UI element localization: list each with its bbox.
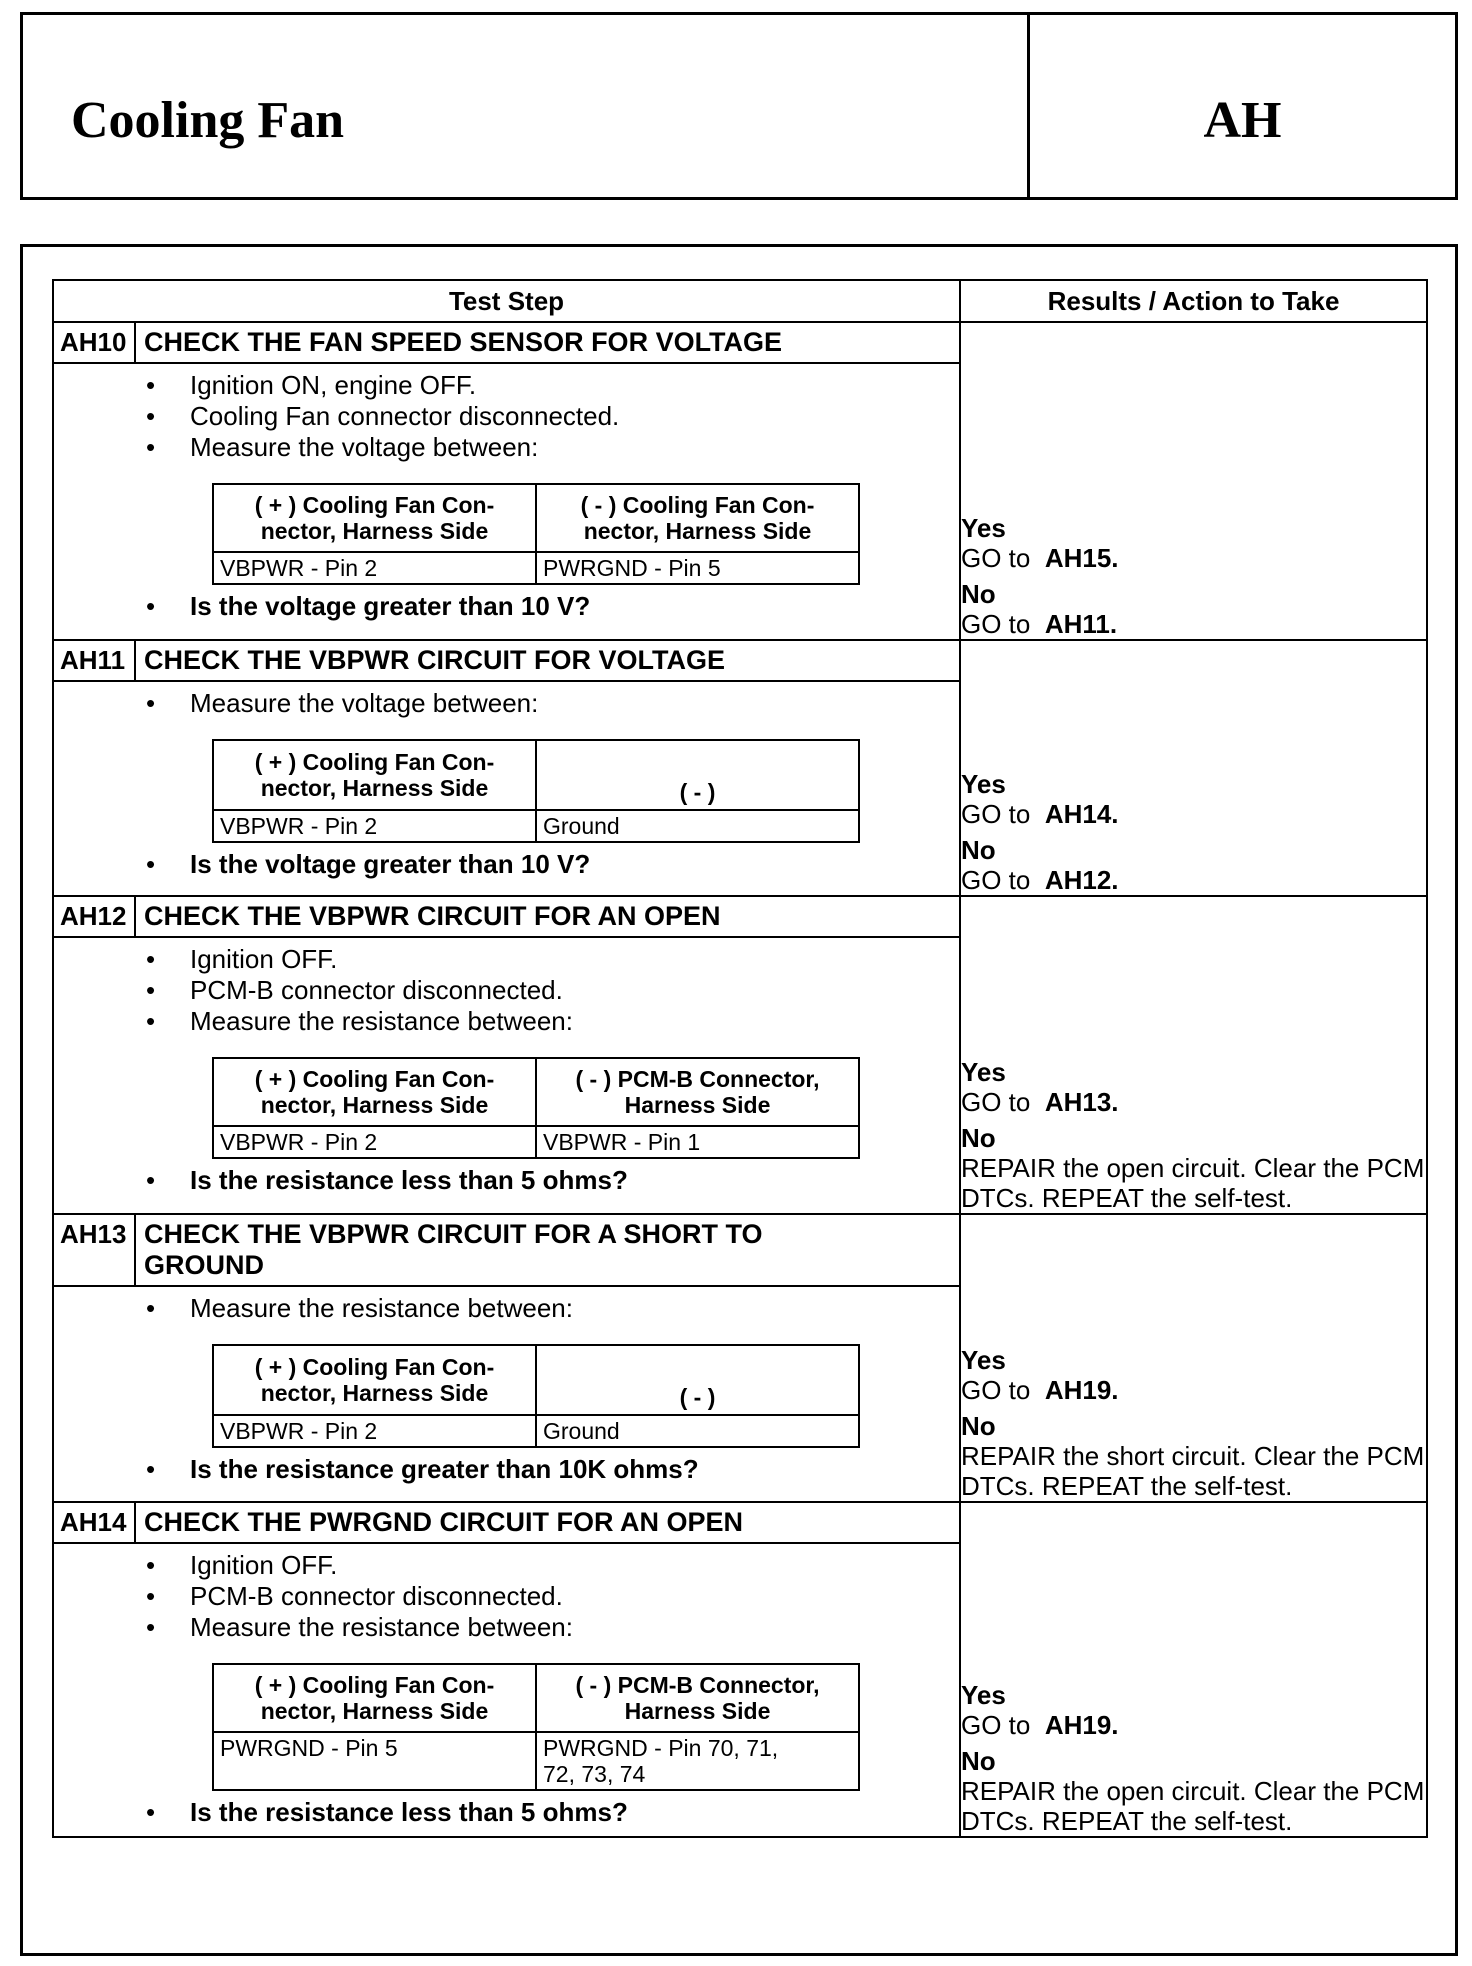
test-step-cell bbox=[53, 640, 960, 896]
no-label: No bbox=[961, 1411, 996, 1441]
positive-lead-header: ( + ) Cooling Fan Con- nector, Harness Side bbox=[213, 740, 536, 810]
list-item: • PCM-B connector disconnected. bbox=[146, 975, 959, 1006]
column-header-test-step: Test Step bbox=[53, 280, 960, 322]
step-code: AH11 bbox=[54, 641, 136, 680]
negative-lead-header: ( - ) Cooling Fan Con- nector, Harness Side bbox=[536, 484, 859, 552]
positive-lead-header: ( + ) Cooling Fan Con- nector, Harness Side bbox=[213, 1345, 536, 1415]
negative-lead-header: ( - ) PCM-B Connector, Harness Side bbox=[536, 1664, 859, 1732]
results-cell bbox=[960, 1502, 1427, 1837]
column-header-results: Results / Action to Take bbox=[960, 280, 1427, 322]
positive-lead-value: VBPWR - Pin 2 bbox=[213, 810, 536, 842]
step-question: • Is the voltage greater than 10 V? bbox=[146, 591, 959, 622]
no-action: GO to AH12. bbox=[961, 865, 1119, 895]
step-title: CHECK THE VBPWR CIRCUIT FOR VOLTAGE bbox=[144, 645, 725, 675]
goto-step-link[interactable]: AH14. bbox=[1044, 799, 1119, 829]
goto-step-link[interactable]: AH11. bbox=[1044, 609, 1118, 639]
no-label: No bbox=[961, 1746, 996, 1776]
test-step-cell bbox=[53, 1502, 960, 1837]
yes-action: GO to AH14. bbox=[961, 799, 1119, 829]
goto-step-link[interactable]: AH15. bbox=[1044, 543, 1119, 573]
table-row bbox=[53, 1214, 1427, 1502]
list-item: • Measure the voltage between: bbox=[146, 688, 959, 719]
table-row bbox=[53, 1502, 1427, 1837]
step-title: CHECK THE VBPWR CIRCUIT FOR A SHORT TO GROUND bbox=[144, 1219, 763, 1280]
measurement-table bbox=[212, 1057, 860, 1159]
test-step-cell bbox=[53, 322, 960, 640]
step-code: AH14 bbox=[54, 1503, 136, 1542]
yes-label: Yes bbox=[961, 1680, 1006, 1710]
list-item: • PCM-B connector disconnected. bbox=[146, 1581, 959, 1612]
no-action: REPAIR the open circuit. Clear the PCM DTCs. REPEAT the self-test. bbox=[961, 1776, 1425, 1836]
section-code: AH bbox=[1203, 92, 1282, 149]
list-item: • Measure the voltage between: bbox=[146, 432, 959, 463]
step-title: CHECK THE FAN SPEED SENSOR FOR VOLTAGE bbox=[144, 327, 783, 357]
step-question: • Is the resistance greater than 10K ohms? bbox=[146, 1454, 959, 1485]
yes-action: GO to AH13. bbox=[961, 1087, 1119, 1117]
list-item: • Measure the resistance between: bbox=[146, 1006, 959, 1037]
measurement-table bbox=[212, 739, 860, 843]
no-action: REPAIR the open circuit. Clear the PCM DTCs. REPEAT the self-test. bbox=[961, 1153, 1425, 1213]
positive-lead-value: VBPWR - Pin 2 bbox=[213, 1415, 536, 1447]
positive-lead-header: ( + ) Cooling Fan Con- nector, Harness Side bbox=[213, 1664, 536, 1732]
negative-lead-header: ( - ) PCM-B Connector, Harness Side bbox=[536, 1058, 859, 1126]
list-item: • Measure the resistance between: bbox=[146, 1612, 959, 1643]
test-step-cell bbox=[53, 1214, 960, 1502]
positive-lead-value: VBPWR - Pin 2 bbox=[213, 1126, 536, 1158]
list-item: • Ignition ON, engine OFF. bbox=[146, 370, 959, 401]
positive-lead-header: ( + ) Cooling Fan Con- nector, Harness Side bbox=[213, 484, 536, 552]
measurement-table bbox=[212, 1663, 860, 1791]
negative-lead-header: ( - ) bbox=[536, 1345, 859, 1415]
list-item: • Cooling Fan connector disconnected. bbox=[146, 401, 959, 432]
positive-lead-value: PWRGND - Pin 5 bbox=[213, 1732, 536, 1790]
page-title: Cooling Fan bbox=[71, 92, 345, 149]
negative-lead-value: PWRGND - Pin 70, 71, 72, 73, 74 bbox=[536, 1732, 859, 1790]
list-item: • Ignition OFF. bbox=[146, 1550, 959, 1581]
table-row bbox=[53, 896, 1427, 1214]
step-title: CHECK THE PWRGND CIRCUIT FOR AN OPEN bbox=[144, 1507, 743, 1537]
negative-lead-value: Ground bbox=[536, 1415, 859, 1447]
measurement-table bbox=[212, 1344, 860, 1448]
step-code: AH13 bbox=[54, 1215, 136, 1285]
goto-step-link[interactable]: AH19. bbox=[1044, 1710, 1119, 1740]
results-cell bbox=[960, 640, 1427, 896]
page-header bbox=[20, 12, 1458, 200]
negative-lead-value: Ground bbox=[536, 810, 859, 842]
negative-lead-value: VBPWR - Pin 1 bbox=[536, 1126, 859, 1158]
positive-lead-value: VBPWR - Pin 2 bbox=[213, 552, 536, 584]
no-label: No bbox=[961, 1123, 996, 1153]
results-cell bbox=[960, 896, 1427, 1214]
list-item: • Ignition OFF. bbox=[146, 944, 959, 975]
goto-step-link[interactable]: AH12. bbox=[1044, 865, 1119, 895]
no-action: REPAIR the short circuit. Clear the PCM DTCs. REPEAT the self-test. bbox=[961, 1441, 1425, 1501]
no-label: No bbox=[961, 835, 996, 865]
step-question: • Is the resistance less than 5 ohms? bbox=[146, 1165, 959, 1196]
measurement-table bbox=[212, 483, 860, 585]
step-question: • Is the voltage greater than 10 V? bbox=[146, 849, 959, 880]
yes-action: GO to AH19. bbox=[961, 1710, 1119, 1740]
no-action: GO to AH11. bbox=[961, 609, 1118, 639]
no-label: No bbox=[961, 579, 996, 609]
step-code: AH10 bbox=[54, 323, 136, 362]
yes-label: Yes bbox=[961, 1345, 1006, 1375]
step-code: AH12 bbox=[54, 897, 136, 936]
negative-lead-header: ( - ) bbox=[536, 740, 859, 810]
results-cell bbox=[960, 322, 1427, 640]
goto-step-link[interactable]: AH19. bbox=[1044, 1375, 1119, 1405]
yes-action: GO to AH19. bbox=[961, 1375, 1119, 1405]
step-title: CHECK THE VBPWR CIRCUIT FOR AN OPEN bbox=[144, 901, 721, 931]
goto-step-link[interactable]: AH13. bbox=[1044, 1087, 1119, 1117]
yes-label: Yes bbox=[961, 1057, 1006, 1087]
table-row bbox=[53, 322, 1427, 640]
results-cell bbox=[960, 1214, 1427, 1502]
yes-label: Yes bbox=[961, 769, 1006, 799]
yes-action: GO to AH15. bbox=[961, 543, 1119, 573]
positive-lead-header: ( + ) Cooling Fan Con- nector, Harness Side bbox=[213, 1058, 536, 1126]
test-step-table bbox=[52, 279, 1428, 1838]
yes-label: Yes bbox=[961, 513, 1006, 543]
negative-lead-value: PWRGND - Pin 5 bbox=[536, 552, 859, 584]
table-row bbox=[53, 640, 1427, 896]
test-step-cell bbox=[53, 896, 960, 1214]
list-item: • Measure the resistance between: bbox=[146, 1293, 959, 1324]
step-question: • Is the resistance less than 5 ohms? bbox=[146, 1797, 959, 1828]
